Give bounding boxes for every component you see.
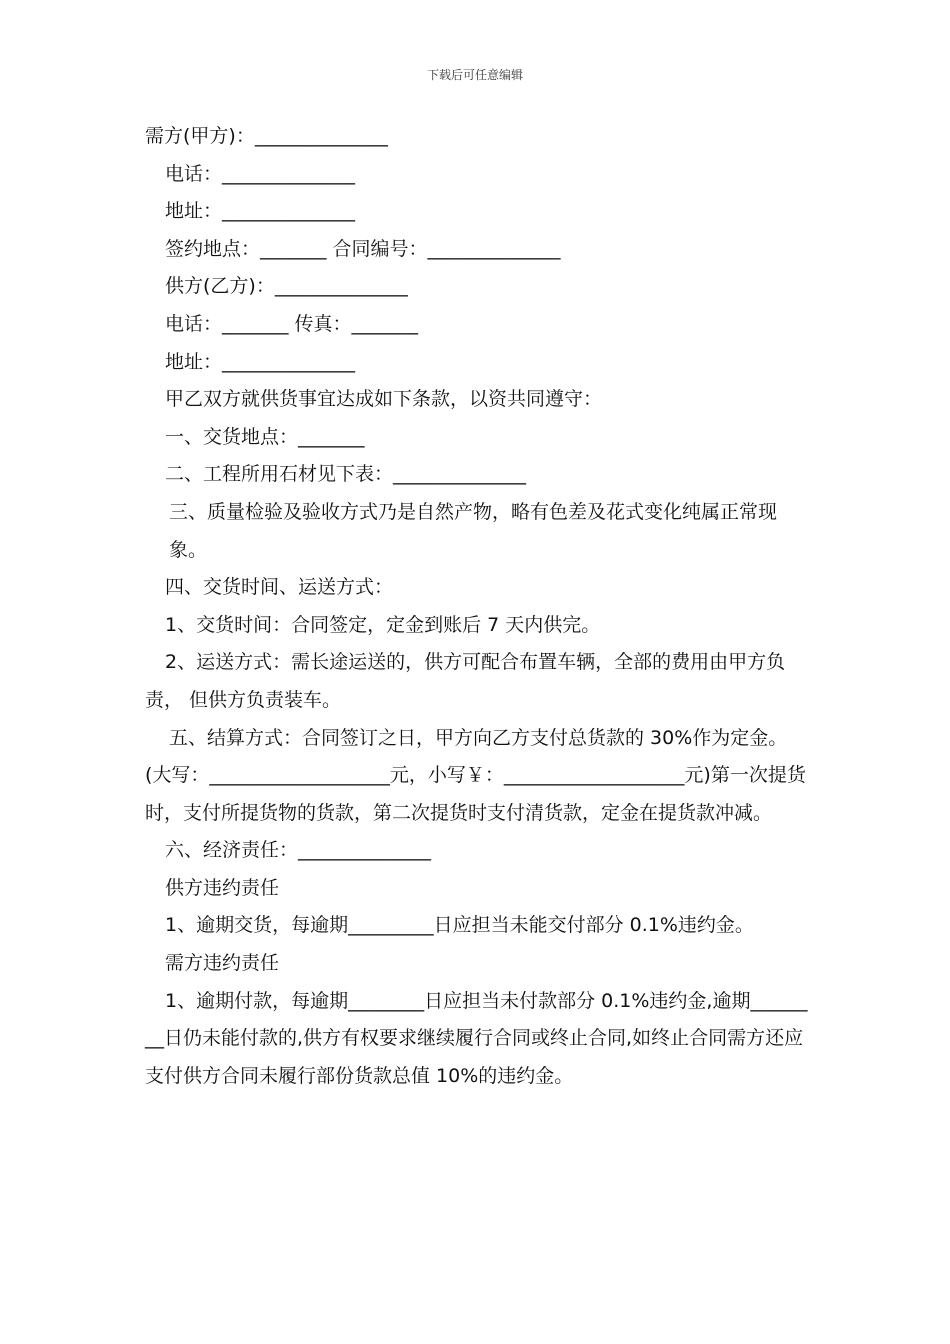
page-header: 下载后可任意编辑 xyxy=(426,68,523,82)
seller-phone-fax-line: 电话：_______ 传真：_______ xyxy=(165,312,419,335)
buyer-liability-heading: 需方违约责任 xyxy=(165,952,280,975)
clause-4-1: 1、交货时间：合同签定，定金到账后 7 天内供完。 xyxy=(165,613,601,636)
clause-4: 四、交货时间、运送方式： xyxy=(165,576,394,599)
clause-5: 五、结算方式：合同签订之日，甲方向乙方支付总货款的 30%作为定金。(大写：___________________元，小写￥：___________________元)第一次提货时，支付所提货物的货款，第二次提货时支付清货款，定金在提货款冲减。 xyxy=(145,726,806,824)
seller-liability-1: 1、逾期交货，每逾期_________日应担当未能交付部分 0.1%违约金。 xyxy=(165,914,754,937)
seller-line: 供方(乙方)：______________ xyxy=(165,275,408,298)
sign-place-contract-no-line: 签约地点：_______ 合同编号：______________ xyxy=(165,237,561,260)
clause-4-2: 2、运送方式：需长途运送的，供方可配合布置车辆，全部的费用由甲方负责， 但供方负责装车。 xyxy=(145,651,786,711)
clause-3: 三、质量检验及验收方式乃是自然产物，略有色差及花式变化纯属正常现象。 xyxy=(169,500,778,561)
clause-1: 一、交货地点：_______ xyxy=(165,425,365,448)
buyer-phone-line: 电话：______________ xyxy=(165,162,356,185)
contract-body xyxy=(145,118,810,1095)
intro-line: 甲乙双方就供货事宜达成如下条款，以资共同遵守： xyxy=(165,388,603,411)
buyer-liability-1: 1、逾期付款，每逾期________日应担当未付款部分 0.1%违约金,逾期________日仍未能付款的,供方有权要求继续履行合同或终止合同,如终止合同需方还应支付供方合同未履行部份货款总值 10%的违约金。 xyxy=(145,989,808,1087)
buyer-address-line: 地址：______________ xyxy=(165,200,356,223)
seller-address-line: 地址：______________ xyxy=(165,350,356,373)
clause-2: 二、工程所用石材见下表：______________ xyxy=(165,463,527,486)
seller-liability-heading: 供方违约责任 xyxy=(165,876,280,899)
clause-6: 六、经济责任：______________ xyxy=(165,839,432,862)
buyer-line: 需方(甲方)：______________ xyxy=(145,125,388,147)
